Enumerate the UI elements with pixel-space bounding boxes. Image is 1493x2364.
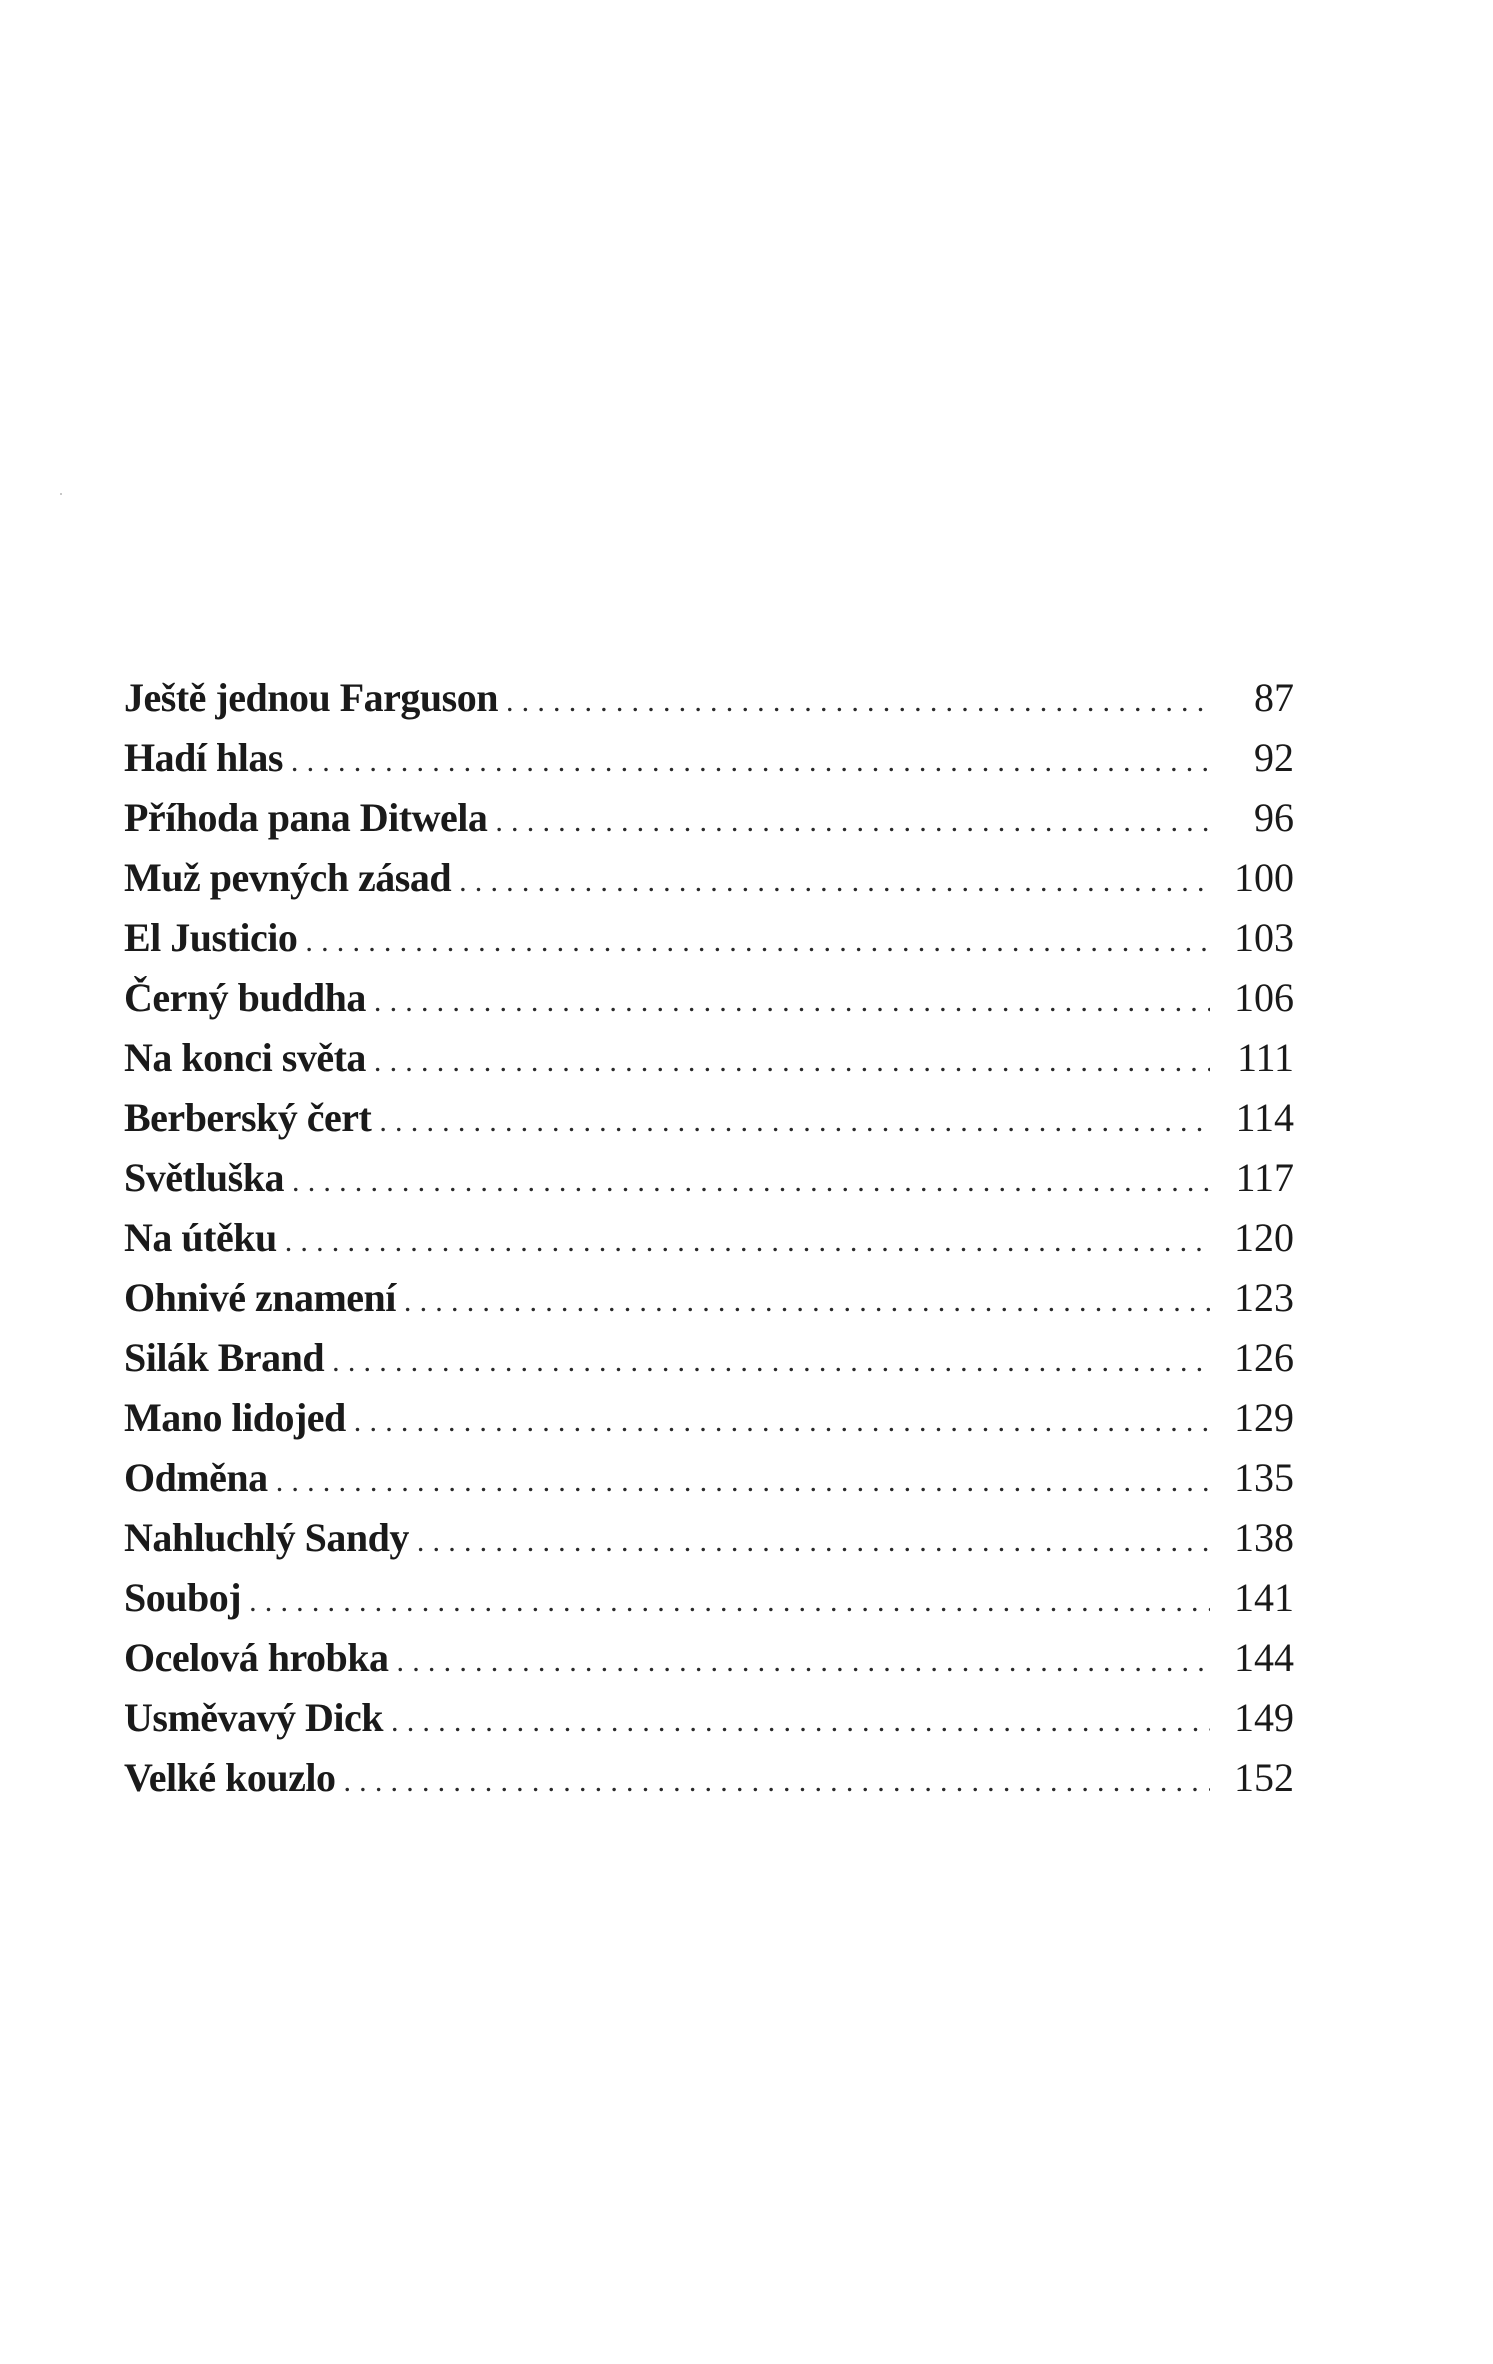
toc-entry-page: 100: [1234, 855, 1294, 900]
toc-entry-page: 126: [1234, 1335, 1294, 1380]
toc-entry: [124, 788, 1294, 848]
toc-entry-title: Nahluchlý Sandy: [124, 1515, 409, 1560]
toc-entry-page: 149: [1234, 1695, 1294, 1740]
toc-entry-page: 141: [1234, 1575, 1294, 1620]
toc-dot-leader: [417, 1512, 1210, 1572]
toc-entry-title: Na konci světa: [124, 1035, 366, 1080]
toc-entry: [124, 1628, 1294, 1688]
toc-dot-leader: [459, 852, 1210, 912]
toc-entry: [124, 1688, 1294, 1748]
toc-entry-title: Příhoda pana Ditwela: [124, 795, 488, 840]
toc-entry: [124, 848, 1294, 908]
toc-entry: [124, 968, 1294, 1028]
toc-entry: [124, 728, 1294, 788]
toc-entry: [124, 1148, 1294, 1208]
toc-dot-leader: [397, 1632, 1210, 1692]
toc-entry: [124, 1568, 1294, 1628]
toc-entry: [124, 1328, 1294, 1388]
toc-entry-title: Hadí hlas: [124, 735, 283, 780]
toc-dot-leader: [291, 732, 1210, 792]
toc-entry: [124, 1448, 1294, 1508]
toc-entry-title: Ještě jednou Farguson: [124, 675, 498, 720]
toc-dot-leader: [249, 1572, 1210, 1632]
toc-entry-title: Ocelová hrobka: [124, 1635, 389, 1680]
toc-entry-title: Souboj: [124, 1575, 242, 1620]
toc-entry: [124, 1208, 1294, 1268]
toc-entry: [124, 1268, 1294, 1328]
toc-entry-page: 120: [1234, 1215, 1294, 1260]
toc-dot-leader: [305, 912, 1210, 972]
toc-entry-title: El Justicio: [124, 915, 298, 960]
toc-dot-leader: [332, 1332, 1210, 1392]
toc-entry-title: Odměna: [124, 1455, 268, 1500]
toc-entry-title: Ohnivé znamení: [124, 1275, 396, 1320]
toc-entry-page: 106: [1234, 975, 1294, 1020]
toc-entry-title: Usměvavý Dick: [124, 1695, 384, 1740]
toc-entry-title: Silák Brand: [124, 1335, 325, 1380]
toc-entry: [124, 1508, 1294, 1568]
toc-entry-title: Muž pevných zásad: [124, 855, 452, 900]
toc-dot-leader: [285, 1212, 1210, 1272]
toc-entry-page: 152: [1234, 1755, 1294, 1800]
toc-dot-leader: [374, 972, 1210, 1032]
toc-entry-page: 135: [1234, 1455, 1294, 1500]
toc-entry-page: 138: [1234, 1515, 1294, 1560]
toc-dot-leader: [354, 1392, 1210, 1452]
table-of-contents: [124, 668, 1294, 1808]
toc-entry-page: 144: [1234, 1635, 1294, 1680]
toc-entry: [124, 1028, 1294, 1088]
toc-dot-leader: [404, 1272, 1210, 1332]
toc-entry-page: 114: [1235, 1095, 1294, 1140]
toc-dot-leader: [276, 1452, 1210, 1512]
toc-entry-page: 96: [1254, 795, 1294, 840]
toc-entry-title: Černý buddha: [124, 975, 366, 1020]
toc-dot-leader: [506, 672, 1210, 732]
toc-entry-title: Na útěku: [124, 1215, 277, 1260]
toc-entry-page: 129: [1234, 1395, 1294, 1440]
toc-entry-page: 87: [1254, 675, 1294, 720]
toc-entry-page: 117: [1235, 1155, 1294, 1200]
toc-dot-leader: [374, 1032, 1210, 1092]
toc-entry-page: 103: [1234, 915, 1294, 960]
toc-entry-title: Mano lidojed: [124, 1395, 346, 1440]
toc-dot-leader: [495, 792, 1210, 852]
toc-entry: [124, 1388, 1294, 1448]
paper-speck: [60, 493, 62, 495]
toc-entry-title: Velké kouzlo: [124, 1755, 336, 1800]
toc-entry: [124, 1088, 1294, 1148]
toc-dot-leader: [379, 1092, 1210, 1152]
toc-dot-leader: [391, 1692, 1210, 1752]
toc-entry: [124, 668, 1294, 728]
toc-entry-page: 92: [1254, 735, 1294, 780]
toc-entry: [124, 908, 1294, 968]
toc-entry-page: 123: [1234, 1275, 1294, 1320]
toc-dot-leader: [343, 1752, 1210, 1812]
toc-entry-page: 111: [1236, 1035, 1294, 1080]
toc-entry-title: Berberský čert: [124, 1095, 372, 1140]
toc-dot-leader: [292, 1152, 1210, 1212]
toc-entry-title: Světluška: [124, 1155, 284, 1200]
toc-entry: [124, 1748, 1294, 1808]
